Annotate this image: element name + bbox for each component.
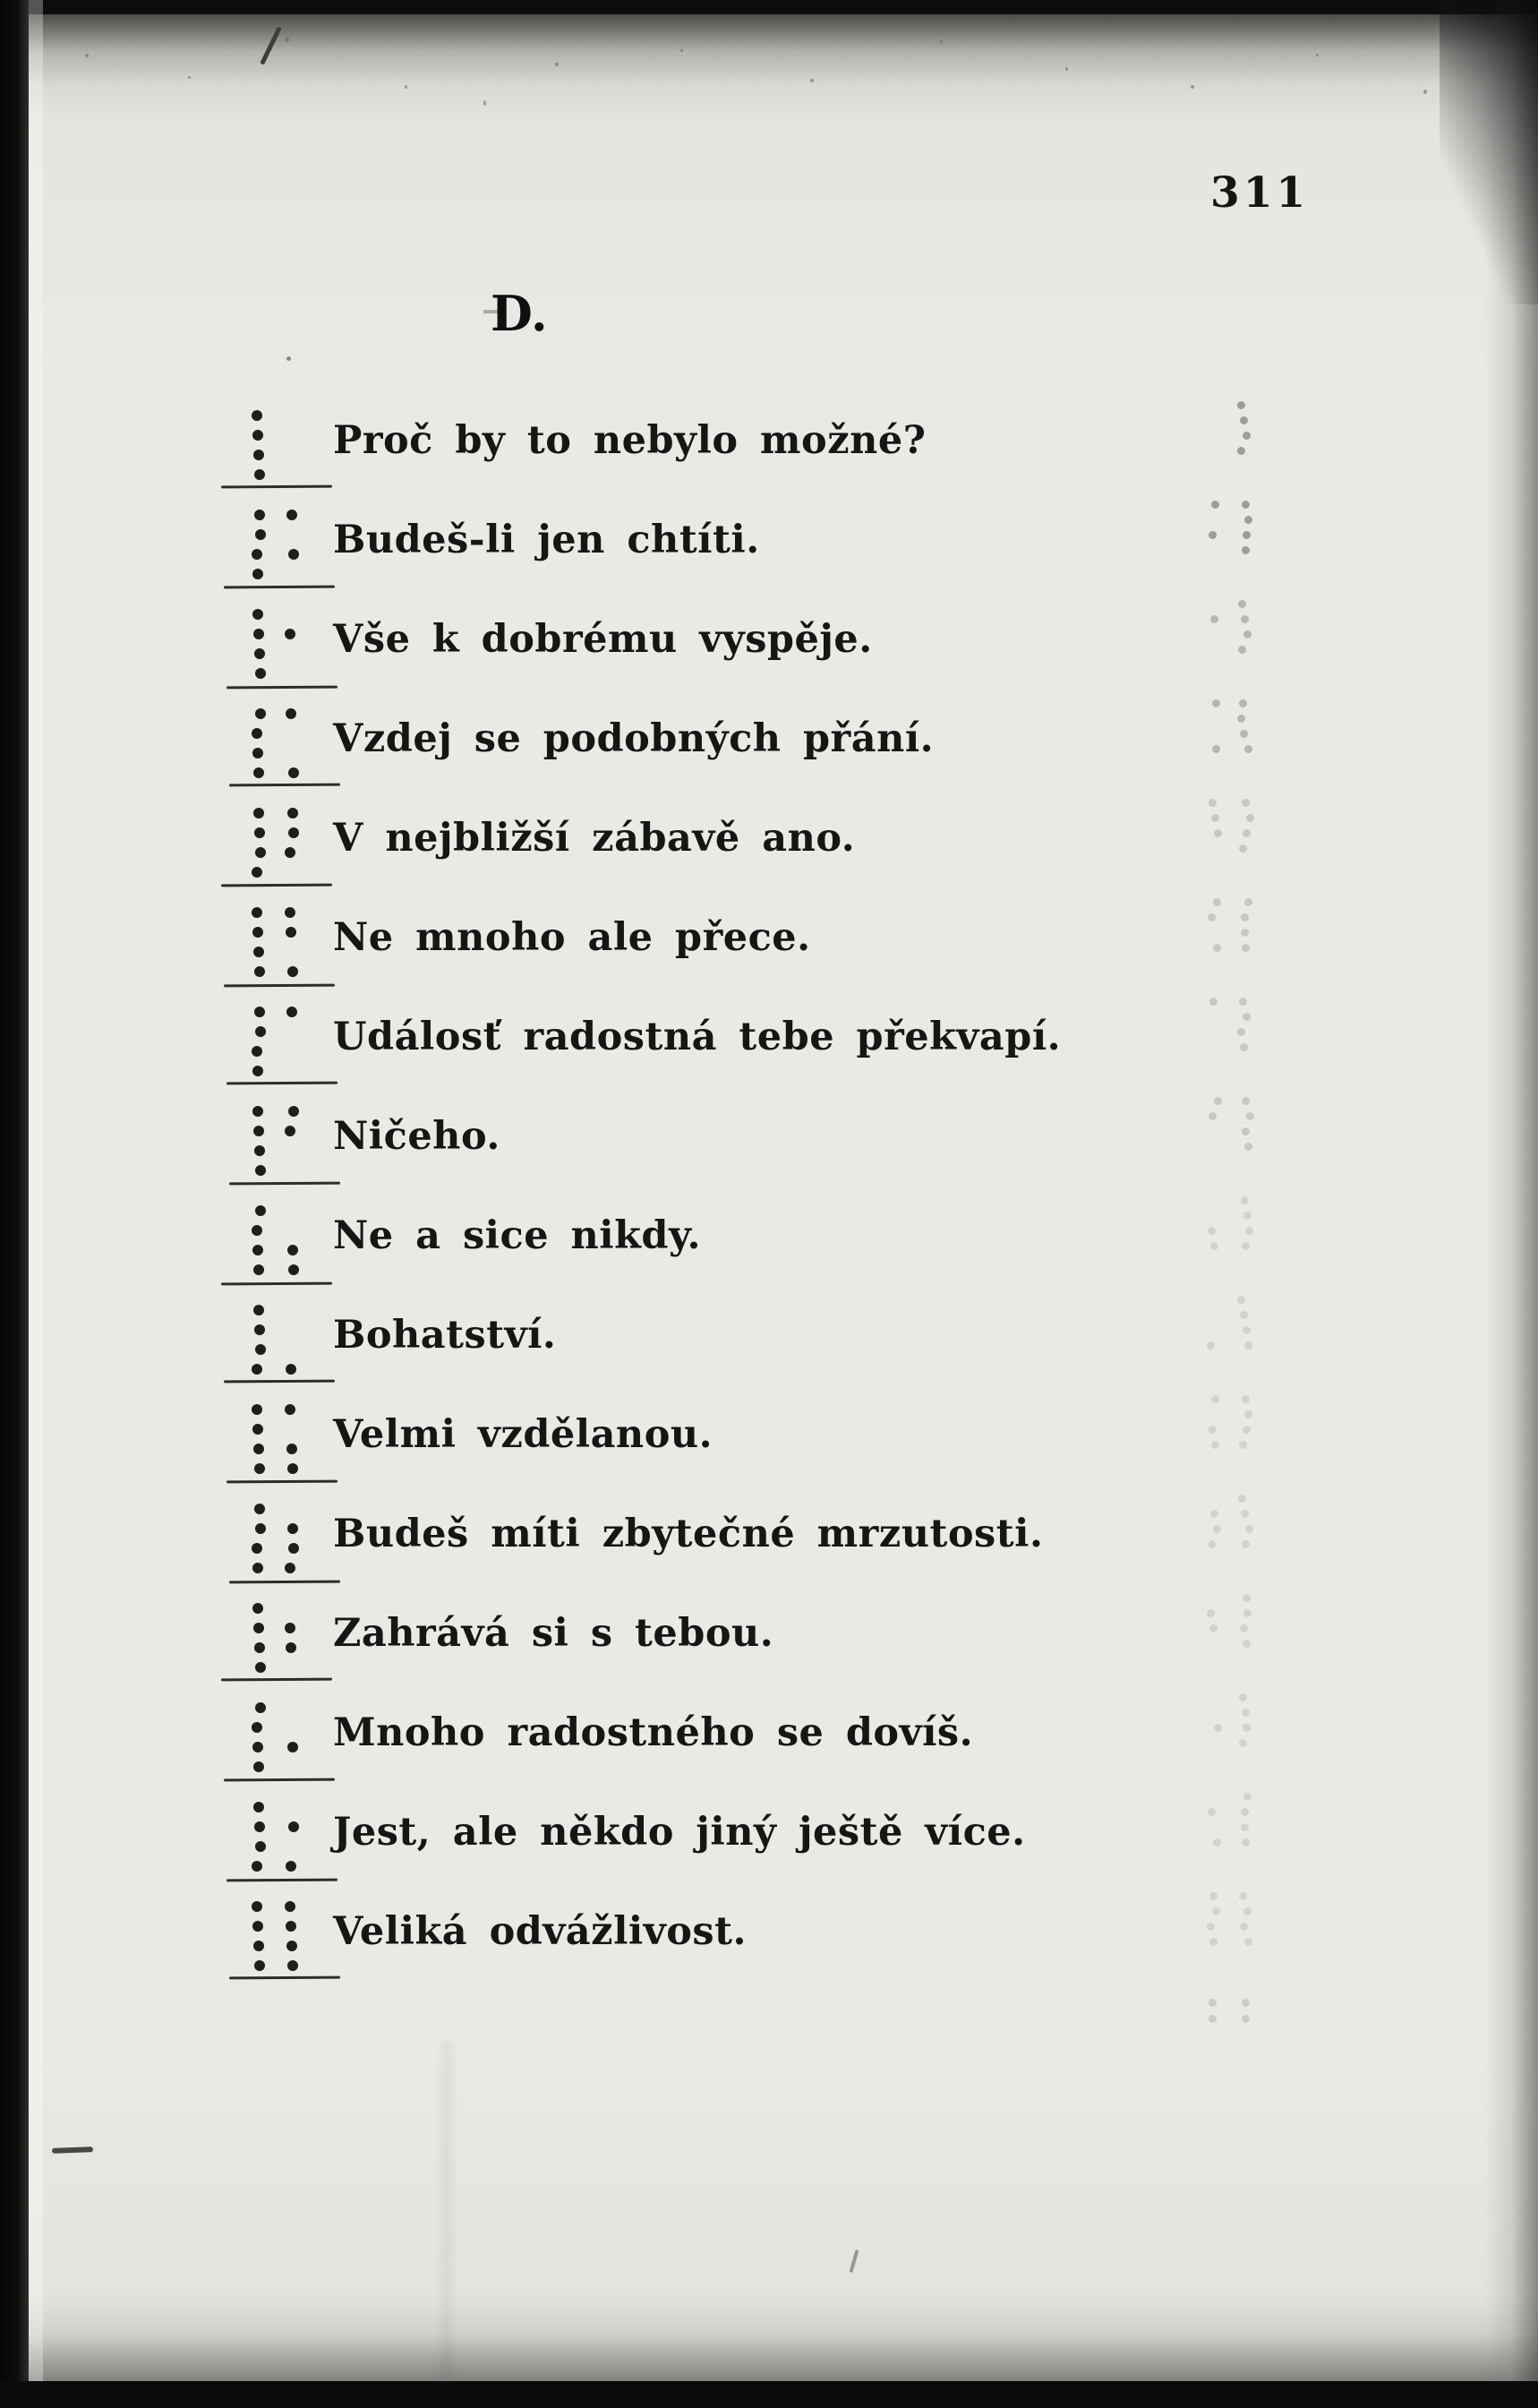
scan-noise-top <box>0 14 1538 115</box>
geomancy-dot <box>286 1941 297 1951</box>
divider-rule <box>229 1581 340 1584</box>
fortune-entry <box>0 907 1538 1007</box>
geomancy-dot <box>253 1126 264 1136</box>
bleedthrough-dot <box>1241 1196 1249 1204</box>
geomancy-dot <box>254 1007 265 1017</box>
fortune-entry <box>0 1106 1538 1205</box>
geomancy-dot <box>254 966 265 977</box>
geomancy-dot <box>285 1563 295 1573</box>
geomancy-dot <box>286 1007 297 1017</box>
bleedthrough-dot <box>1211 814 1219 822</box>
geomancy-dot <box>285 629 295 639</box>
bleedthrough-dot <box>1209 998 1218 1006</box>
geomancy-dot <box>288 549 299 560</box>
section-heading: D. <box>491 285 548 342</box>
bleedthrough-dot <box>1243 1326 1251 1334</box>
fortune-entry <box>0 1802 1538 1901</box>
bleedthrough-dot <box>1209 1999 1217 2007</box>
geomancy-dot <box>252 569 263 579</box>
bleedthrough-dot <box>1244 1410 1252 1418</box>
fortune-text: Budeš míti zbytečné mrzutosti. <box>333 1512 1044 1556</box>
scan-speck <box>810 79 814 82</box>
bleedthrough-dot <box>1238 600 1246 608</box>
geomancy-dot <box>255 1026 266 1037</box>
geomancy-dot <box>252 1742 263 1752</box>
geomancy-dot <box>252 1245 263 1255</box>
bleedthrough-dot <box>1211 501 1219 509</box>
geomancy-dot <box>288 1821 299 1832</box>
scan-speck <box>1191 85 1194 89</box>
geomancy-dot <box>254 1960 265 1971</box>
geomancy-dot <box>253 808 264 818</box>
bleedthrough-dot <box>1245 1525 1253 1533</box>
geomancy-dot <box>252 927 263 938</box>
geomancy-dot <box>255 668 266 679</box>
bleedthrough-dot <box>1214 829 1222 837</box>
bleedthrough-dot <box>1212 1907 1220 1915</box>
geomancy-figure <box>0 1802 322 1882</box>
bleedthrough-dot <box>1242 1999 1250 2007</box>
bleedthrough-dot <box>1246 1112 1254 1120</box>
bleedthrough-dot <box>1241 1510 1249 1518</box>
bleedthrough-dot <box>1241 913 1249 921</box>
geomancy-dot <box>252 1563 263 1573</box>
geomancy-dot <box>288 1106 299 1117</box>
geomancy-dot <box>252 1722 262 1733</box>
geomancy-dot <box>253 1761 264 1772</box>
geomancy-dot <box>285 1623 295 1633</box>
fortune-entry <box>0 1205 1538 1305</box>
bleedthrough-dot <box>1209 1892 1218 1900</box>
geomancy-dot <box>285 1901 295 1912</box>
geomancy-dot <box>255 1205 266 1216</box>
geomancy-dot <box>252 410 262 421</box>
geomancy-dot <box>255 1841 266 1852</box>
geomancy-dot <box>252 1603 263 1614</box>
bleedthrough-dot <box>1240 416 1248 424</box>
bleedthrough-dot <box>1212 745 1220 753</box>
fortune-text: Jest, ale někdo jiný ještě více. <box>333 1810 1026 1855</box>
scan-speck <box>285 38 289 42</box>
bleedthrough-dot <box>1239 1693 1247 1701</box>
fortune-entry <box>0 1504 1538 1603</box>
scan-speck <box>1423 90 1427 94</box>
bleedthrough-dot <box>1207 1341 1215 1350</box>
scan-dash-mark <box>52 2147 93 2154</box>
divider-rule <box>229 784 340 787</box>
geomancy-dot <box>253 1305 264 1315</box>
geomancy-dot <box>255 1702 266 1713</box>
fortune-entry <box>0 708 1538 808</box>
fortune-text: Bohatství. <box>333 1313 557 1358</box>
geomancy-dot <box>252 1901 262 1912</box>
fortune-text: Veliká odvážlivost. <box>333 1909 747 1954</box>
bleedthrough-dot <box>1243 630 1252 638</box>
bleedthrough-dot <box>1242 799 1250 807</box>
bleedthrough-dot <box>1208 913 1216 921</box>
bleedthrough-dot <box>1242 944 1250 952</box>
bleedthrough-dot <box>1242 1097 1250 1105</box>
fortune-text: Budeš-li jen chtíti. <box>333 518 760 562</box>
geomancy-dot <box>255 847 266 858</box>
geomancy-dot <box>286 708 296 719</box>
bleedthrough-dot <box>1241 615 1249 623</box>
bleedthrough-dot <box>1243 1594 1251 1602</box>
bleedthrough-dot <box>1240 1311 1248 1319</box>
geomancy-figure <box>0 808 322 888</box>
geomancy-dot <box>287 1742 298 1752</box>
bleedthrough-dot <box>1241 1808 1249 1816</box>
bleedthrough-dot <box>1242 1540 1250 1548</box>
geomancy-figure <box>0 1702 322 1783</box>
scan-speck <box>555 63 559 66</box>
geomancy-dot <box>254 510 265 520</box>
scan-edge-left-highlight <box>29 0 43 2408</box>
bleedthrough-dot <box>1237 401 1245 409</box>
bleedthrough-dot <box>1241 929 1249 937</box>
geomancy-dot <box>252 1106 263 1117</box>
geomancy-dot <box>285 907 295 918</box>
fortune-entry <box>0 609 1538 708</box>
bleedthrough-dot <box>1244 1143 1252 1151</box>
scan-speck <box>188 76 191 79</box>
bleedthrough-dot <box>1240 1043 1248 1051</box>
bleedthrough-dot <box>1244 1938 1252 1946</box>
scan-speck <box>680 49 683 52</box>
bleedthrough-dot <box>1214 1097 1222 1105</box>
page-number: 311 <box>1210 168 1310 218</box>
fortune-entry <box>0 1603 1538 1702</box>
geomancy-figure <box>0 510 322 590</box>
bleedthrough-dot <box>1245 1227 1253 1235</box>
geomancy-dot <box>287 1245 298 1255</box>
geomancy-dot <box>252 867 262 878</box>
bleedthrough-dot <box>1208 1540 1216 1548</box>
geomancy-dot <box>252 1861 262 1872</box>
geomancy-dot <box>253 1264 264 1275</box>
geomancy-dot <box>255 1165 266 1176</box>
geomancy-dot <box>285 1404 295 1415</box>
scan-shade-bottom <box>0 2296 1538 2381</box>
geomancy-dot <box>286 1861 296 1872</box>
geomancy-dot <box>254 1463 265 1474</box>
bleedthrough-dot <box>1243 1640 1251 1648</box>
bleedthrough-dot <box>1209 1426 1217 1434</box>
bleedthrough-dot <box>1212 699 1220 707</box>
fortune-entry <box>0 410 1538 510</box>
fortune-entry <box>0 1404 1538 1504</box>
bleedthrough-dot <box>1240 1923 1248 1931</box>
bleedthrough-dot <box>1242 1395 1250 1403</box>
bleedthrough-dot <box>1209 2015 1217 2023</box>
bleedthrough-dot <box>1244 745 1252 753</box>
bleedthrough-dot <box>1243 1212 1252 1220</box>
fortune-text: Mnoho radostného se dovíš. <box>333 1710 974 1755</box>
bleedthrough-dot <box>1207 1923 1215 1931</box>
geomancy-dot <box>253 629 264 639</box>
bleedthrough-dot <box>1244 898 1252 906</box>
geomancy-figure <box>0 708 322 789</box>
bleedthrough-dot <box>1239 998 1247 1006</box>
bleedthrough-dot <box>1238 1495 1246 1503</box>
fortune-text: Velmi vzdělanou. <box>333 1412 713 1457</box>
scan-speck <box>286 356 291 361</box>
geomancy-dot <box>252 1543 262 1554</box>
bleedthrough-dot <box>1210 1510 1218 1518</box>
geomancy-dot <box>252 430 263 441</box>
bleedthrough-dot <box>1239 699 1247 707</box>
bleedthrough-dot <box>1237 1028 1245 1036</box>
bleedthrough-dot <box>1214 1724 1222 1732</box>
geomancy-dot <box>252 1225 262 1236</box>
geomancy-dot <box>285 1126 295 1136</box>
fortune-text: Událosť radostná tebe překvapí. <box>333 1015 1062 1059</box>
fortune-text: Vzdej se podobných přání. <box>333 716 935 761</box>
bleedthrough-dot <box>1243 1724 1251 1732</box>
geomancy-dot <box>252 609 263 620</box>
bleedthrough-dot <box>1241 1823 1249 1831</box>
geomancy-figure <box>0 1504 322 1584</box>
geomancy-figure <box>0 1205 322 1286</box>
fortune-entry <box>0 1901 1538 2001</box>
bleedthrough-dot <box>1239 1892 1247 1900</box>
geomancy-dot <box>254 648 265 659</box>
scan-streak <box>440 2042 453 2382</box>
fortune-entry <box>0 1007 1538 1106</box>
bleedthrough-dot <box>1243 432 1251 440</box>
scan-edge-left <box>0 0 29 2408</box>
fortune-text: V nejbližší zábavě ano. <box>333 816 856 861</box>
scan-edge-bottom <box>0 2381 1538 2408</box>
geomancy-dot <box>287 1523 298 1534</box>
fortune-entry <box>0 1305 1538 1404</box>
bleedthrough-dot <box>1211 1395 1219 1403</box>
bleedthrough-dot <box>1213 1525 1221 1533</box>
scan-edge-right <box>1484 0 1538 2408</box>
bleedthrough-dot <box>1209 531 1217 539</box>
fortune-text: Vše k dobrému vyspěje. <box>333 617 873 662</box>
geomancy-dot <box>252 1046 262 1057</box>
geomancy-figure <box>0 410 322 491</box>
bleedthrough-dot <box>1213 898 1221 906</box>
geomancy-dot <box>254 1324 265 1335</box>
bleedthrough-dot <box>1237 1296 1245 1304</box>
bleedthrough-dot <box>1239 1739 1247 1747</box>
geomancy-dot <box>252 1404 262 1415</box>
geomancy-dot <box>253 1941 264 1951</box>
geomancy-dot <box>288 767 299 778</box>
bleedthrough-dot <box>1240 1624 1248 1632</box>
bleedthrough-dot <box>1244 516 1252 524</box>
geomancy-figure <box>0 1603 322 1684</box>
geomancy-dot <box>287 808 298 818</box>
geomancy-dot <box>254 827 265 838</box>
bleedthrough-dot <box>1242 2015 1250 2023</box>
bleedthrough-dot <box>1243 1013 1251 1021</box>
geomancy-dot <box>254 469 265 480</box>
scan-speck <box>1065 67 1068 71</box>
bleedthrough-dot <box>1242 546 1250 554</box>
bleedthrough-dot <box>1211 1441 1219 1449</box>
geomancy-dot <box>255 529 266 540</box>
bleedthrough-dot <box>1243 1907 1252 1915</box>
scan-speck <box>1316 54 1319 56</box>
bleedthrough-dot <box>1243 531 1251 539</box>
geomancy-dot <box>288 827 299 838</box>
geomancy-dot <box>253 1444 264 1454</box>
scan-slash-mark <box>849 2249 859 2273</box>
bleedthrough-dot <box>1237 715 1245 723</box>
geomancy-dot <box>253 450 264 460</box>
bleedthrough-dot <box>1213 944 1221 952</box>
fortune-text: Ne mnoho ale přece. <box>333 915 811 960</box>
geomancy-dot <box>252 1921 263 1932</box>
geomancy-dot <box>253 947 264 957</box>
geomancy-dot <box>286 1921 296 1932</box>
bleedthrough-dot <box>1244 1341 1252 1350</box>
geomancy-dot <box>255 1523 266 1534</box>
bleedthrough-dot <box>1242 1127 1250 1135</box>
geomancy-dot <box>287 1463 298 1474</box>
bleedthrough-dot <box>1207 1609 1215 1617</box>
bleedthrough-dot <box>1209 1624 1218 1632</box>
fortune-text: Proč by to nebylo možné? <box>333 418 927 463</box>
geomancy-dot <box>254 1145 265 1156</box>
bleedthrough-dot <box>1209 1938 1218 1946</box>
geomancy-figure <box>0 1007 322 1087</box>
bleedthrough-dot <box>1239 844 1247 853</box>
geomancy-figure <box>0 1404 322 1485</box>
geomancy-figure <box>0 907 322 988</box>
geomancy-dot <box>285 847 295 858</box>
geomancy-dot <box>254 1642 265 1653</box>
geomancy-dot <box>286 1444 297 1454</box>
geomancy-dot <box>255 708 266 719</box>
geomancy-dot <box>252 549 262 560</box>
geomancy-dot <box>252 728 262 739</box>
geomancy-figure <box>0 1305 322 1385</box>
bleedthrough-dot <box>1242 1709 1250 1717</box>
fortune-text: Zahrává si s tebou. <box>333 1611 774 1656</box>
scan-corner-top-right <box>1440 0 1538 304</box>
scan-speck <box>483 100 486 106</box>
geomancy-dot <box>254 1821 265 1832</box>
geomancy-dot <box>253 1623 264 1633</box>
geomancy-figure <box>0 609 322 690</box>
scan-speck <box>405 85 407 89</box>
bleedthrough-dot <box>1210 615 1218 623</box>
bleedthrough-dot <box>1242 501 1250 509</box>
bleedthrough-dot <box>1243 1793 1252 1801</box>
geomancy-dot <box>286 927 296 938</box>
geomancy-dot <box>252 907 262 918</box>
geomancy-dot <box>286 1364 296 1375</box>
geomancy-dot <box>255 1344 266 1355</box>
geomancy-dot <box>252 1364 262 1375</box>
fortune-text: Ne a sice nikdy. <box>333 1213 701 1258</box>
bleedthrough-dot <box>1240 730 1248 738</box>
bleedthrough-dot <box>1239 1441 1247 1449</box>
geomancy-dot <box>253 767 264 778</box>
geomancy-dot <box>286 510 297 520</box>
scan-speck <box>85 54 89 57</box>
bleedthrough-dot <box>1246 814 1254 822</box>
bleedthrough-dot <box>1237 447 1245 455</box>
geomancy-dot <box>287 1960 298 1971</box>
bleedthrough-dot <box>1210 1242 1218 1250</box>
fortune-entry <box>0 510 1538 609</box>
bleedthrough-dot <box>1242 1242 1250 1250</box>
geomancy-figure <box>0 1106 322 1187</box>
geomancy-dot <box>288 1543 299 1554</box>
bleedthrough-dot <box>1243 1609 1252 1617</box>
bleedthrough-dot <box>1213 1838 1221 1847</box>
bleedthrough-dot <box>1243 829 1251 837</box>
bleedthrough-dot <box>1209 1112 1217 1120</box>
bleedthrough-dot <box>1242 1838 1250 1847</box>
scan-edge-top <box>0 0 1538 14</box>
geomancy-dot <box>254 1504 265 1514</box>
geomancy-dot <box>252 748 263 758</box>
geomancy-dot <box>287 966 298 977</box>
divider-rule <box>229 1182 340 1186</box>
geomancy-figure <box>0 1901 322 1982</box>
bleedthrough-dot <box>1238 646 1246 654</box>
scan-speck <box>940 40 943 43</box>
bleedthrough-dot <box>1243 1426 1251 1434</box>
bleedthrough-dot <box>1209 799 1217 807</box>
divider-rule <box>229 1976 340 1980</box>
geomancy-dot <box>252 1424 263 1435</box>
geomancy-dot <box>286 1642 296 1653</box>
geomancy-dot <box>252 1066 263 1076</box>
fortune-text: Ničeho. <box>333 1114 500 1159</box>
geomancy-dot <box>253 1802 264 1812</box>
geomancy-dot <box>255 1662 266 1673</box>
fortune-entry <box>0 808 1538 907</box>
geomancy-dot <box>288 1264 299 1275</box>
bleedthrough-dot <box>1208 1808 1216 1816</box>
bleedthrough-dot <box>1208 1227 1216 1235</box>
fortune-entry <box>0 1702 1538 1802</box>
